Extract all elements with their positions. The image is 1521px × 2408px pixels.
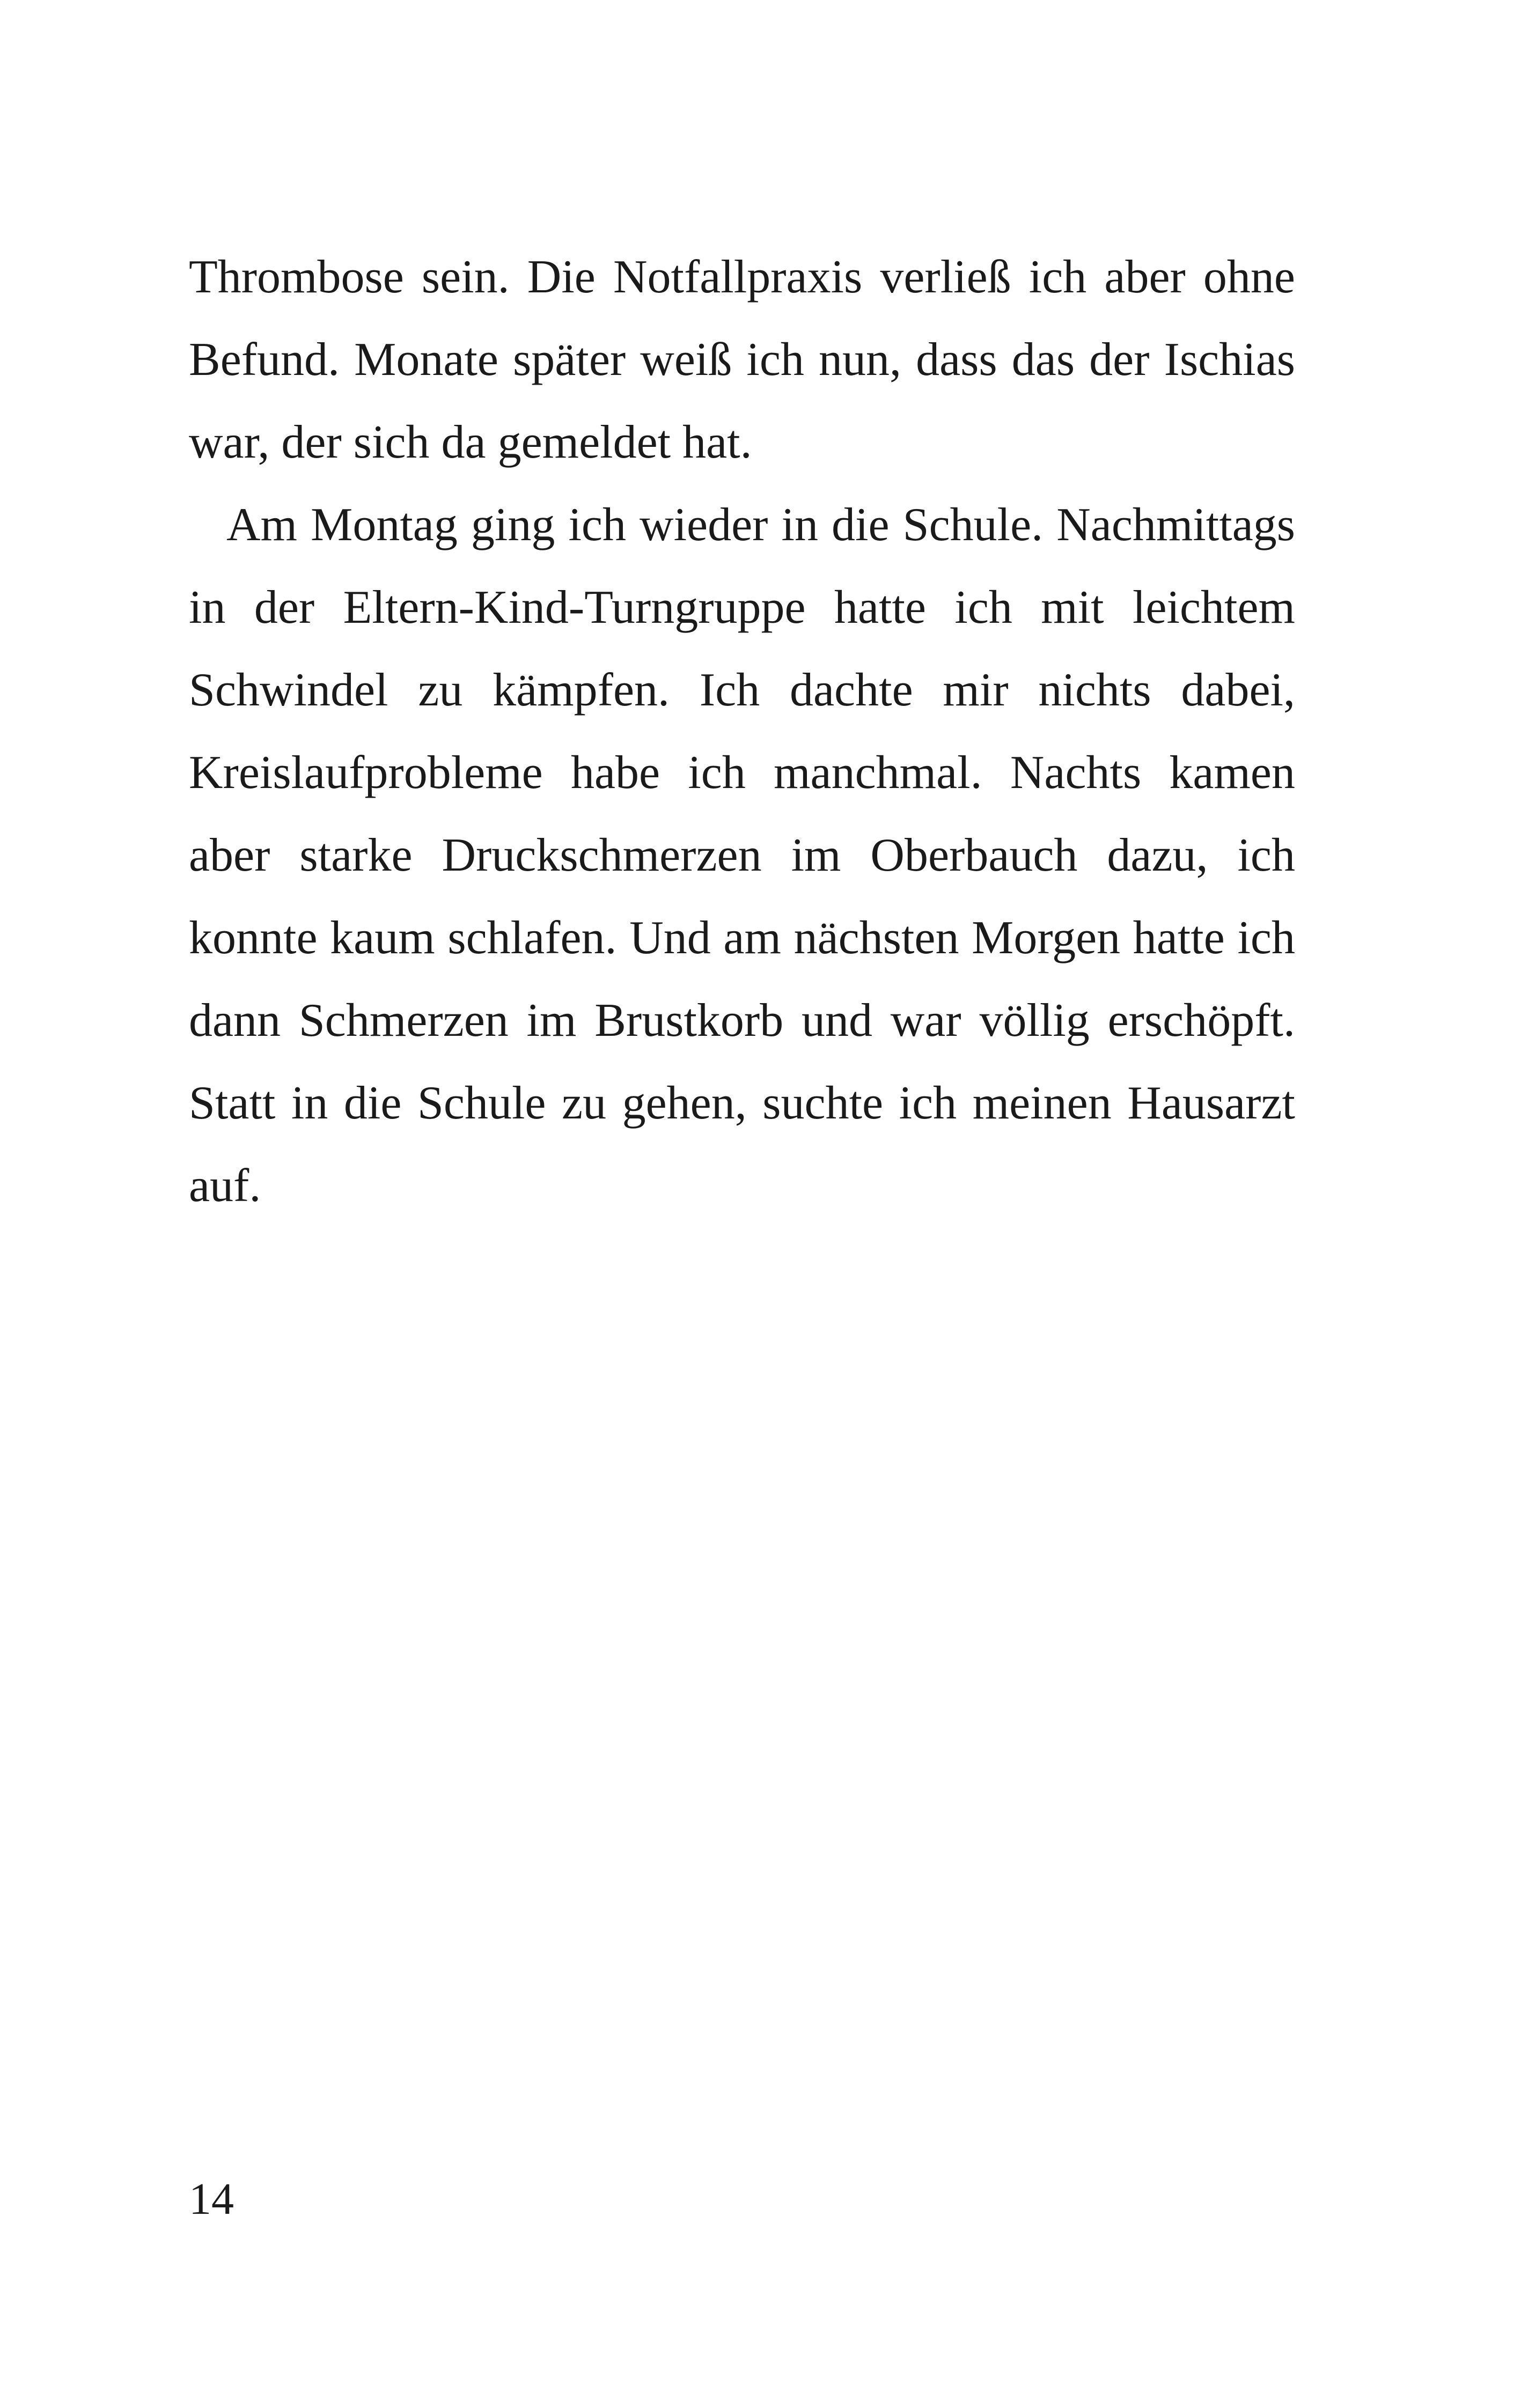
- body-text: [189, 236, 1295, 1227]
- paragraph-1: Thrombose sein. Die Notfallpraxis verließ ich aber ohne Befund. Monate später weiß ich nun, dass das der Ischias war, der sich da gemeldet hat.: [189, 251, 1295, 468]
- page-number: 14: [189, 2174, 234, 2224]
- paragraph-2: Am Montag ging ich wieder in die Schule. Nachmittags in der Eltern-Kind-Turngruppe hatte ich mit leichtem Schwindel zu kämpfen. Ich dachte mir nichts dabei, Kreislaufprobleme habe ich manchmal. Nachts kamen aber starke Druckschmerzen im Oberbauch dazu, ich konnte kaum schlafen. Und am nächsten Morgen hatte ich dann Schmerzen im Brustkorb und war völlig erschöpft. Statt in die Schule zu gehen, suchte ich meinen Hausarzt auf.: [189, 499, 1295, 1212]
